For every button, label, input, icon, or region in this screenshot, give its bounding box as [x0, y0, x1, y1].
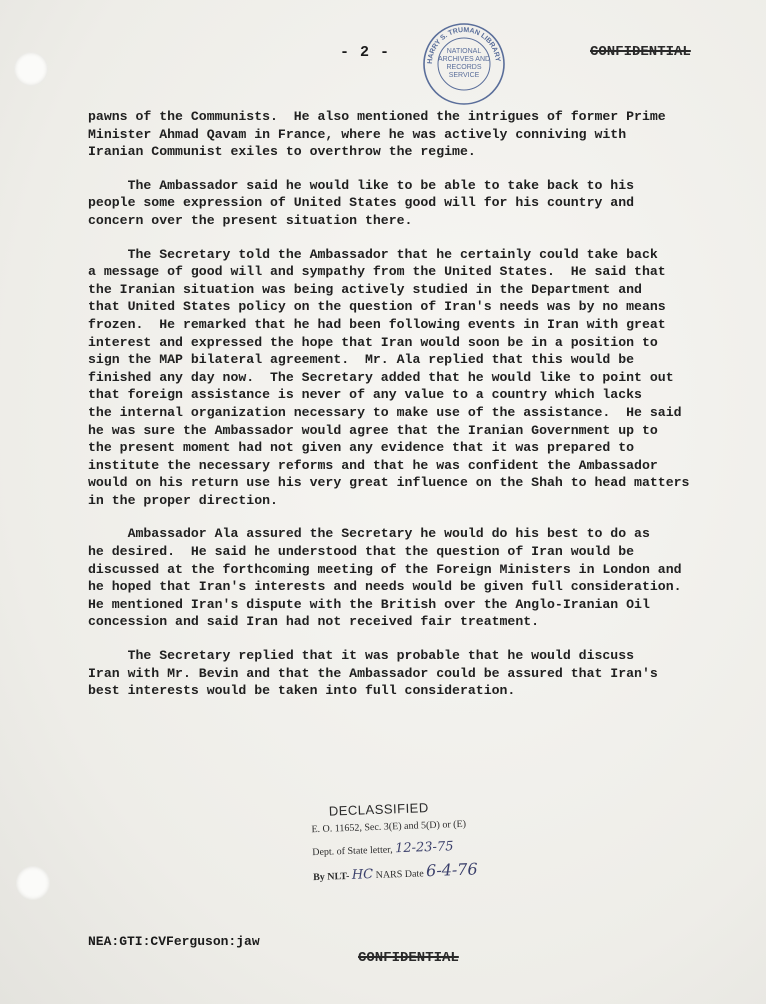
- punch-hole-top: [14, 52, 48, 86]
- page-number: - 2 -: [340, 44, 391, 61]
- declassification-stamp: [311, 796, 554, 889]
- classification-marking-top: CONFIDENTIAL: [590, 44, 691, 60]
- declass-title: DECLASSIFIED: [328, 800, 429, 819]
- seal-ring-text: HARRY S. TRUMAN LIBRARY: [426, 26, 501, 65]
- paragraph: The Secretary told the Ambassador that he certainly could take back a message of good will and sympathy from the United States. He said that the Iranian situation was being actively studied in the Department and that United States policy on the question of Iran's needs was by no means frozen. He remarked that he had been following events in Iran with great interest and expressed the hope that Iran would soon be in a position to sign the MAP bilateral agreement. Mr. Ala replied that this would be finished any day now. The Secretary added that he would like to point out that foreign assistance is never of any value to a country which lacks the internal organization necessary to make use of the assistance. He said he was sure the Ambassador would agree that the Iranian Government up to the present moment had not given any evidence that it was prepared to institute the necessary reforms and that he was confident the Ambassador would on his return use his very great influence on the Shah to head matters in the proper direction.: [88, 246, 690, 508]
- declass-letter-label: Dept. of State letter,: [312, 844, 393, 859]
- punch-hole-bottom: [16, 866, 50, 900]
- seal-line: SERVICE: [448, 72, 480, 79]
- declass-reviewer-initials: HC: [351, 867, 374, 883]
- classification-marking-bottom: CONFIDENTIAL: [358, 950, 459, 966]
- drafter-initials: NEA:GTI:CVFerguson:jaw: [88, 934, 260, 949]
- paragraph: The Ambassador said he would like to be able to take back to his people some expression of United States good will for his country and concern over the present situation there.: [88, 177, 635, 228]
- paragraph: The Secretary replied that it was probable that he would discuss Iran with Mr. Bevin and that the Ambassador could be assured that Iran's best interests would be taken into full consideration.: [88, 648, 658, 699]
- declass-nars-date: 6-4-76: [425, 859, 478, 881]
- paragraph: pawns of the Communists. He also mentioned the intrigues of former Prime Minister Ahmad Qavam in France, where he was actively conniving with Iranian Communist exiles to overthrow the regime.: [88, 109, 666, 160]
- paragraph: Ambassador Ala assured the Secretary he would do his best to do as he desired. He said he understood that the question of Iran would be discussed at the forthcoming meeting of the Foreign Ministers in London and he hoped that Iran's interests and needs would be given full consideration. He mentioned Iran's dispute with the British over the Anglo-Iranian Oil concession and said Iran had not received fair treatment.: [88, 526, 682, 630]
- memo-body: [88, 108, 728, 716]
- seal-line: ARCHIVES AND: [437, 56, 491, 63]
- seal-center-text: [430, 48, 498, 80]
- seal-line: RECORDS: [446, 64, 482, 71]
- archives-seal: [422, 22, 506, 106]
- declass-by-label: By NLT-: [312, 870, 350, 884]
- seal-line: NATIONAL: [446, 48, 482, 55]
- declass-nars-label: NARS Date: [375, 868, 424, 881]
- declass-authority: E. O. 11652, Sec. 3(E) and 5(D) or (E): [311, 818, 467, 836]
- declass-letter-date: 12-23-75: [394, 839, 454, 857]
